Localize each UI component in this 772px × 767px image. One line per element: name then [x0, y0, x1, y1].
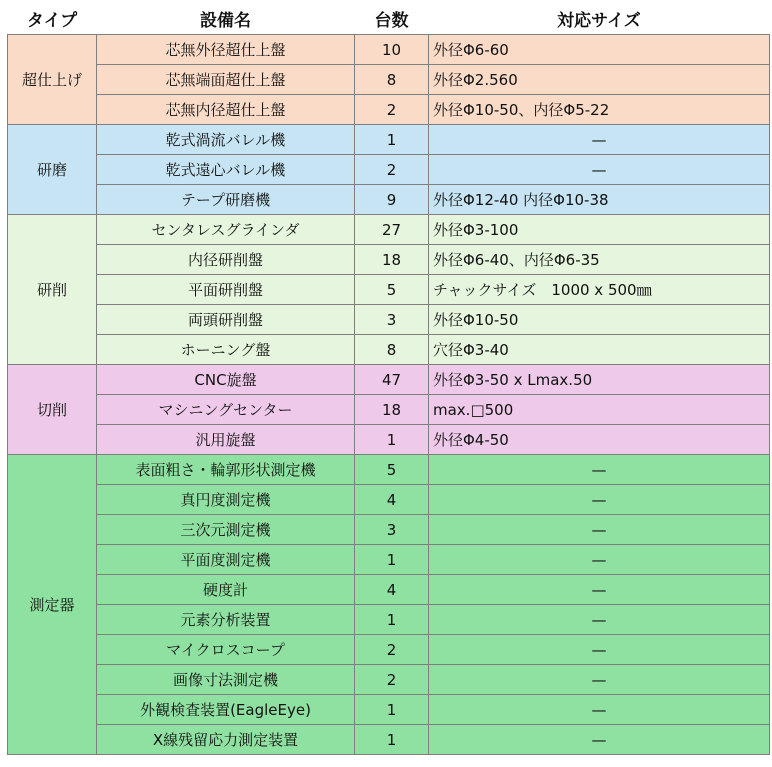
table-row	[8, 425, 770, 455]
count-cell: 4	[355, 575, 429, 605]
equipment-name-cell: 硬度計	[97, 575, 355, 605]
header-size: 対応サイズ	[429, 3, 770, 35]
equipment-name-cell: 三次元測定機	[97, 515, 355, 545]
table-row	[8, 275, 770, 305]
size-cell: 外径Φ3-50 x Lmax.50	[429, 365, 770, 395]
count-cell: 47	[355, 365, 429, 395]
count-cell: 8	[355, 65, 429, 95]
table-row	[8, 485, 770, 515]
equipment-name-cell: 汎用旋盤	[97, 425, 355, 455]
count-cell: 5	[355, 455, 429, 485]
count-cell: 2	[355, 665, 429, 695]
size-cell: 外径Φ10-50	[429, 305, 770, 335]
size-cell: 外径Φ10-50、内径Φ5-22	[429, 95, 770, 125]
equipment-name-cell: 表面粗さ・輪郭形状測定機	[97, 455, 355, 485]
equipment-name-cell: 芯無外径超仕上盤	[97, 35, 355, 65]
equipment-name-cell: 芯無内径超仕上盤	[97, 95, 355, 125]
table-row	[8, 365, 770, 395]
table-row	[8, 515, 770, 545]
size-cell: max.□500	[429, 395, 770, 425]
equipment-name-cell: 画像寸法測定機	[97, 665, 355, 695]
size-cell: 外径Φ6-60	[429, 35, 770, 65]
equipment-name-cell: マイクロスコープ	[97, 635, 355, 665]
table-row	[8, 455, 770, 485]
table-row	[8, 395, 770, 425]
type-cell: 測定器	[8, 455, 97, 755]
size-cell: 外径Φ12-40 内径Φ10-38	[429, 185, 770, 215]
table-row	[8, 695, 770, 725]
header-equipment: 設備名	[97, 3, 355, 35]
table-row	[8, 155, 770, 185]
table-row	[8, 65, 770, 95]
size-cell: —	[429, 515, 770, 545]
type-cell: 研磨	[8, 125, 97, 215]
count-cell: 4	[355, 485, 429, 515]
equipment-name-cell: 乾式渦流バレル機	[97, 125, 355, 155]
table-row	[8, 95, 770, 125]
equipment-name-cell: 平面研削盤	[97, 275, 355, 305]
table-row	[8, 335, 770, 365]
size-cell: 外径Φ4-50	[429, 425, 770, 455]
count-cell: 1	[355, 605, 429, 635]
equipment-name-cell: ホーニング盤	[97, 335, 355, 365]
header-type: タイプ	[8, 3, 97, 35]
equipment-name-cell: CNC旋盤	[97, 365, 355, 395]
count-cell: 9	[355, 185, 429, 215]
size-cell: 外径Φ6-40、内径Φ6-35	[429, 245, 770, 275]
size-cell: —	[429, 725, 770, 755]
table-row	[8, 605, 770, 635]
equipment-table	[7, 3, 770, 755]
header-count: 台数	[355, 3, 429, 35]
size-cell: —	[429, 125, 770, 155]
header-row	[8, 3, 770, 35]
table-body	[8, 35, 770, 755]
size-cell: —	[429, 695, 770, 725]
equipment-name-cell: 外観検査装置(EagleEye)	[97, 695, 355, 725]
equipment-name-cell: X線残留応力測定装置	[97, 725, 355, 755]
size-cell: 穴径Φ3-40	[429, 335, 770, 365]
size-cell: 外径Φ3-100	[429, 215, 770, 245]
size-cell: 外径Φ2.560	[429, 65, 770, 95]
type-cell: 超仕上げ	[8, 35, 97, 125]
equipment-name-cell: 真円度測定機	[97, 485, 355, 515]
count-cell: 1	[355, 695, 429, 725]
count-cell: 1	[355, 425, 429, 455]
table-row	[8, 245, 770, 275]
count-cell: 10	[355, 35, 429, 65]
size-cell: チャックサイズ 1000 x 500㎜	[429, 275, 770, 305]
equipment-name-cell: 芯無端面超仕上盤	[97, 65, 355, 95]
size-cell: —	[429, 545, 770, 575]
equipment-name-cell: テープ研磨機	[97, 185, 355, 215]
count-cell: 2	[355, 95, 429, 125]
size-cell: —	[429, 155, 770, 185]
count-cell: 8	[355, 335, 429, 365]
size-cell: —	[429, 665, 770, 695]
count-cell: 2	[355, 635, 429, 665]
count-cell: 1	[355, 545, 429, 575]
table-row	[8, 725, 770, 755]
size-cell: —	[429, 485, 770, 515]
table-row	[8, 575, 770, 605]
type-cell: 切削	[8, 365, 97, 455]
size-cell: —	[429, 635, 770, 665]
equipment-name-cell: マシニングセンター	[97, 395, 355, 425]
table-row	[8, 125, 770, 155]
table-row	[8, 665, 770, 695]
count-cell: 2	[355, 155, 429, 185]
equipment-name-cell: 平面度測定機	[97, 545, 355, 575]
size-cell: —	[429, 575, 770, 605]
table-row	[8, 305, 770, 335]
equipment-name-cell: 内径研削盤	[97, 245, 355, 275]
count-cell: 27	[355, 215, 429, 245]
size-cell: —	[429, 605, 770, 635]
table-row	[8, 215, 770, 245]
table-row	[8, 35, 770, 65]
count-cell: 18	[355, 395, 429, 425]
count-cell: 18	[355, 245, 429, 275]
equipment-name-cell: 元素分析装置	[97, 605, 355, 635]
count-cell: 3	[355, 305, 429, 335]
equipment-name-cell: 両頭研削盤	[97, 305, 355, 335]
count-cell: 1	[355, 725, 429, 755]
equipment-name-cell: センタレスグラインダ	[97, 215, 355, 245]
count-cell: 5	[355, 275, 429, 305]
equipment-name-cell: 乾式遠心バレル機	[97, 155, 355, 185]
table-row	[8, 635, 770, 665]
table-row	[8, 185, 770, 215]
count-cell: 1	[355, 125, 429, 155]
size-cell: —	[429, 455, 770, 485]
table-row	[8, 545, 770, 575]
count-cell: 3	[355, 515, 429, 545]
type-cell: 研削	[8, 215, 97, 365]
